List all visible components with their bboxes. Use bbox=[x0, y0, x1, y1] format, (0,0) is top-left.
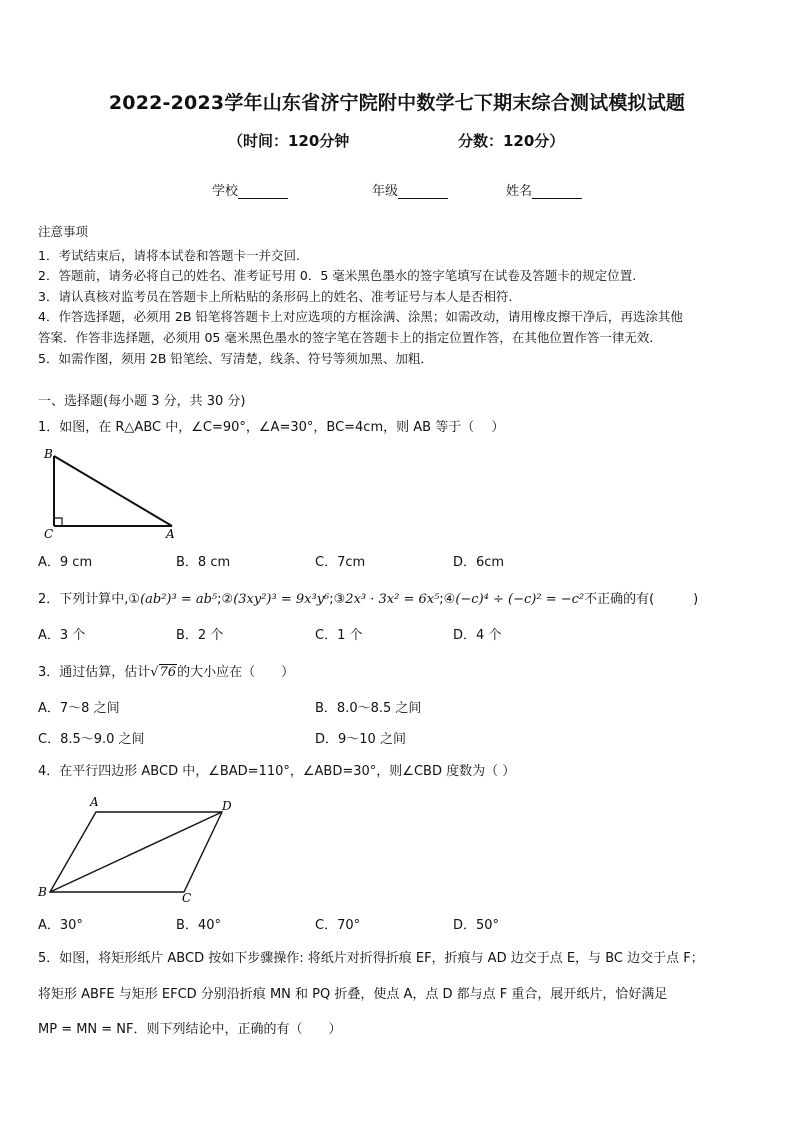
q1-option-b: B．8 cm bbox=[176, 555, 231, 570]
q1-option-a: A．9 cm bbox=[38, 555, 93, 570]
q2-option-b: B．2 个 bbox=[176, 628, 224, 643]
note-item: 3．请认真核对监考员在答题卡上所粘贴的条形码上的姓名、准考证号与本人是否相符. bbox=[38, 289, 513, 304]
q4-option-b: B．40° bbox=[176, 918, 221, 933]
page-title: 2022-2023学年山东省济宁院附中数学七下期末综合测试模拟试题 bbox=[108, 92, 686, 114]
question-5-line-2: 将矩形 ABFE 与矩形 EFCD 分别沿折痕 MN 和 PQ 折叠，使点 A，点 D 都与点 F 重合，展开纸片，恰好满足 bbox=[38, 987, 668, 1002]
exam-score: 分数：120分） bbox=[458, 132, 565, 150]
q3-prefix: 3．通过估算，估计 bbox=[38, 665, 151, 680]
school-field bbox=[212, 180, 288, 199]
diagonal-bd bbox=[50, 812, 222, 892]
name-label: 姓名 bbox=[506, 184, 533, 199]
q4-option-d: D．50° bbox=[453, 918, 500, 933]
q1-option-d: D．6cm bbox=[453, 555, 505, 570]
note-item: 答案．作答非选择题，必须用 05 毫米黑色墨水的签字笔在答题卡上的指定位置作答，在其他位置作答一律无效． bbox=[38, 330, 662, 345]
q2-sep-1: ;② bbox=[217, 592, 234, 607]
school-label: 学校 bbox=[212, 184, 239, 199]
exam-time: （时间：120分钟 bbox=[228, 132, 350, 150]
note-item: 1．考试结束后，请将本试卷和答题卡一并交回. bbox=[38, 248, 300, 263]
question-1-stem: 1．如图，在 R△ABC 中，∠C=90°，∠A=30°，BC=4cm，则 AB 等于（ ） bbox=[38, 420, 505, 435]
q3-suffix: 的大小应在（ ） bbox=[177, 665, 295, 680]
question-3-stem bbox=[38, 661, 294, 680]
vertex-label-b: B bbox=[44, 447, 53, 461]
q2-prefix: 2．下列计算中,① bbox=[38, 592, 141, 607]
question-5-line-3: MP = MN = NF．则下列结论中，正确的有（ ） bbox=[38, 1022, 342, 1037]
note-item: 4．作答选择题，必须用 2B 铅笔将答题卡上对应选项的方框涂满、涂黑；如需改动，请用橡皮擦干净后，再选涂其他 bbox=[38, 309, 683, 324]
right-angle-mark bbox=[54, 518, 62, 526]
section-title: 一、选择题(每小题 3 分，共 30 分) bbox=[38, 394, 246, 409]
q3-option-c: C．8.5～9.0 之间 bbox=[38, 732, 145, 747]
q3-radicand: 76 bbox=[159, 665, 177, 680]
question-5-line-1: 5．如图，将矩形纸片 ABCD 按如下步骤操作: 将纸片对折得折痕 EF，折痕与 AD 边交于点 E，与 BC 边交于点 F； bbox=[38, 951, 704, 966]
question-4-stem: 4．在平行四边形 ABCD 中，∠BAD=110°，∠ABD=30°，则∠CBD 度数为（ ） bbox=[38, 764, 516, 779]
notes-title: 注意事项 bbox=[38, 224, 89, 239]
school-blank bbox=[238, 184, 288, 199]
grade-field bbox=[372, 180, 448, 199]
q4-option-a: A．30° bbox=[38, 918, 83, 933]
q2-suffix: 不正确的有( ) bbox=[584, 592, 699, 607]
q2-expr-3: 2x³ · 3x² = 6x⁵ bbox=[345, 592, 440, 607]
name-blank bbox=[532, 184, 582, 199]
sqrt-symbol: √ bbox=[150, 665, 159, 680]
triangle-side-ab bbox=[54, 456, 172, 526]
q2-option-c: C．1 个 bbox=[315, 628, 363, 643]
q2-option-d: D．4 个 bbox=[453, 628, 502, 643]
q1-triangle-figure bbox=[38, 440, 178, 542]
vertex-label-b: B bbox=[38, 885, 47, 899]
question-2-stem bbox=[38, 588, 698, 607]
name-field bbox=[506, 180, 582, 199]
q2-expr-4: (−c)⁴ ÷ (−c)² = −c² bbox=[455, 592, 585, 607]
q2-expr-1: (ab²)³ = ab⁵ bbox=[140, 592, 218, 607]
note-item: 5．如需作图，须用 2B 铅笔绘、写清楚，线条、符号等须加黑、加粗． bbox=[38, 351, 433, 366]
vertex-label-a: A bbox=[90, 795, 99, 809]
vertex-label-d: D bbox=[222, 799, 232, 813]
q4-parallelogram-figure bbox=[36, 794, 246, 904]
q2-expr-2: (3xy²)³ = 9x³y⁶ bbox=[233, 592, 330, 607]
q3-option-a: A．7～8 之间 bbox=[38, 701, 120, 716]
q2-option-a: A．3 个 bbox=[38, 628, 86, 643]
note-item: 2．答题前，请务必将自己的姓名、准考证号用 0．5 毫米黑色墨水的签字笔填写在试卷及答题卡的规定位置. bbox=[38, 268, 637, 283]
vertex-label-c: C bbox=[44, 527, 54, 541]
q3-option-d: D．9～10 之间 bbox=[315, 732, 406, 747]
q2-sep-2: ;③ bbox=[329, 592, 346, 607]
q1-option-c: C．7cm bbox=[315, 555, 366, 570]
q3-option-b: B．8.0～8.5 之间 bbox=[315, 701, 422, 716]
grade-label: 年级 bbox=[372, 184, 399, 199]
grade-blank bbox=[398, 184, 448, 199]
vertex-label-c: C bbox=[182, 891, 192, 904]
q2-sep-3: ;④ bbox=[439, 592, 456, 607]
q4-option-c: C．70° bbox=[315, 918, 361, 933]
vertex-label-a: A bbox=[166, 527, 175, 541]
